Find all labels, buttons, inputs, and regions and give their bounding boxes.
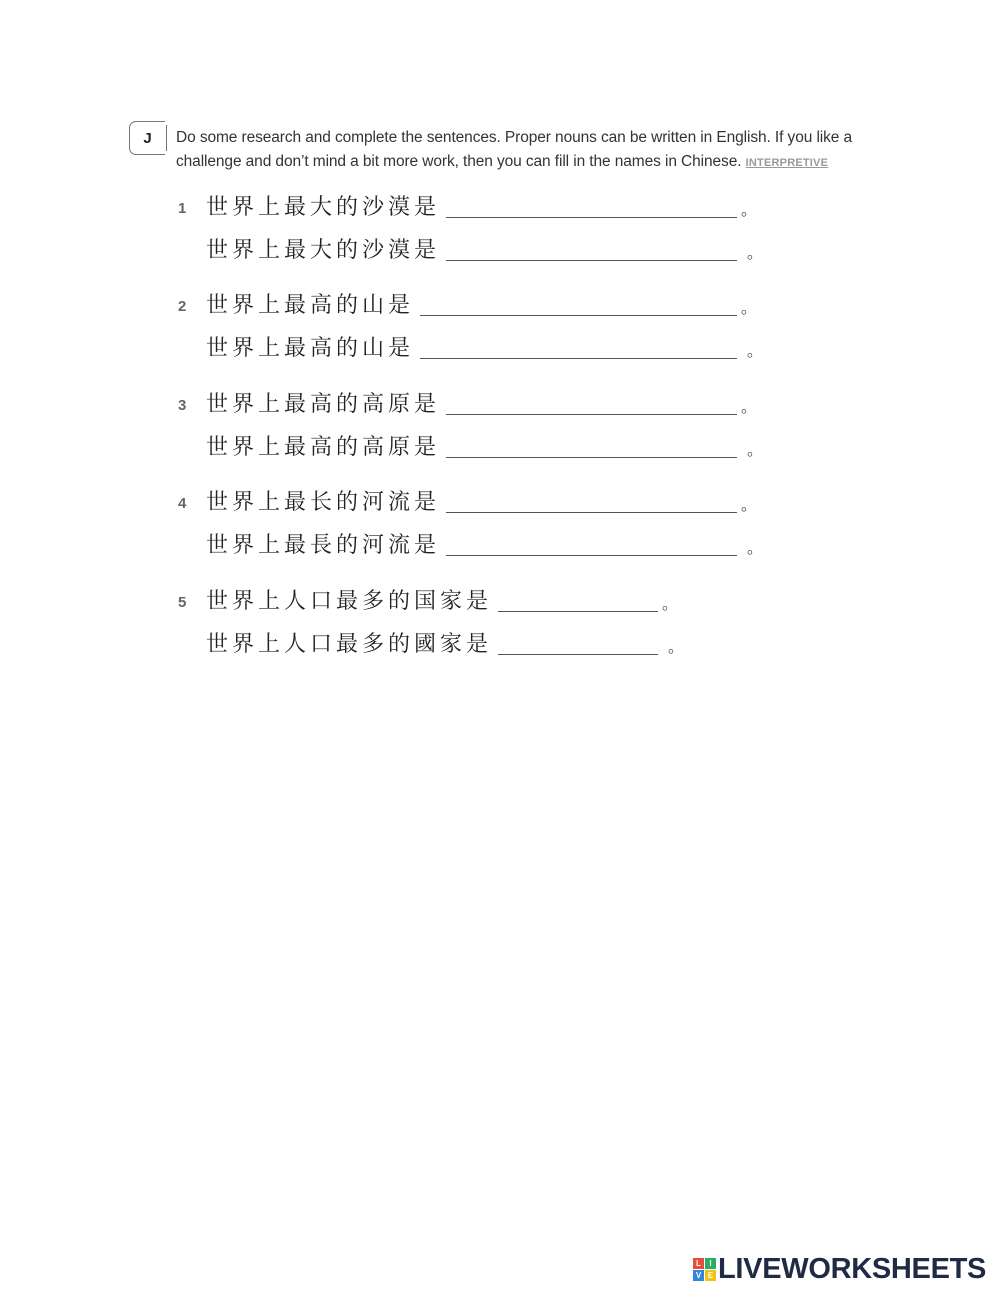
- question-1-traditional: [206, 233, 763, 265]
- sentence-simplified: 世界上最大的沙漠是: [206, 195, 441, 220]
- question-number: 1: [178, 200, 187, 217]
- sentence-traditional: 世界上最大的沙漠是: [206, 238, 441, 263]
- answer-3-simplified-input[interactable]: [446, 392, 737, 415]
- question-5-simplified: [206, 584, 678, 616]
- question-3-simplified: [206, 387, 757, 419]
- question-1-simplified: [206, 190, 757, 222]
- question-2-simplified: [206, 288, 757, 320]
- answer-4-simplified-input[interactable]: [446, 490, 737, 513]
- logo-wordmark: LIVEWORKSHEETS: [718, 1253, 987, 1285]
- answer-5-simplified-input[interactable]: [498, 589, 658, 612]
- question-number: 3: [178, 397, 187, 414]
- answer-4-traditional-input[interactable]: [446, 533, 737, 556]
- logo-grid-cell: L: [693, 1258, 704, 1269]
- period-mark: 。: [741, 200, 758, 219]
- question-4-traditional: [206, 528, 763, 560]
- sentence-simplified: 世界上最高的山是: [206, 293, 415, 318]
- period-mark: 。: [741, 298, 758, 317]
- sentence-simplified: 世界上人口最多的国家是: [206, 589, 493, 614]
- instructions: [176, 126, 886, 175]
- answer-5-traditional-input[interactable]: [498, 632, 658, 655]
- mode-tag: INTERPRETIVE: [745, 157, 829, 169]
- liveworksheets-logo: [693, 1254, 986, 1284]
- answer-2-traditional-input[interactable]: [420, 336, 737, 359]
- question-number: 4: [178, 495, 187, 512]
- sentence-traditional: 世界上最高的山是: [206, 336, 415, 361]
- exercise-letter-tab: [129, 121, 165, 155]
- sentence-traditional: 世界上最長的河流是: [206, 533, 441, 558]
- period-mark: 。: [668, 637, 685, 656]
- period-mark: 。: [747, 538, 764, 557]
- question-number: 2: [178, 298, 187, 315]
- period-mark: 。: [747, 440, 764, 459]
- period-mark: 。: [741, 397, 758, 416]
- sentence-traditional: 世界上最高的高原是: [206, 435, 441, 460]
- question-3-traditional: [206, 430, 763, 462]
- exercise-letter: J: [143, 129, 152, 147]
- instructions-text: Do some research and complete the sentences. Proper nouns can be written in English. If you like a challenge and don’t mind a bit more work, then you can fill in the names in Chinese.: [176, 129, 853, 170]
- period-mark: 。: [741, 495, 758, 514]
- logo-grid-cell: E: [705, 1270, 716, 1281]
- question-number: 5: [178, 594, 187, 611]
- sentence-simplified: 世界上最长的河流是: [206, 490, 441, 515]
- period-mark: 。: [747, 243, 764, 262]
- question-5-traditional: [206, 627, 684, 659]
- logo-grid-icon: [693, 1258, 716, 1281]
- logo-grid-cell: V: [693, 1270, 704, 1281]
- answer-2-simplified-input[interactable]: [420, 293, 737, 316]
- answer-3-traditional-input[interactable]: [446, 435, 737, 458]
- question-2-traditional: [206, 331, 763, 363]
- period-mark: 。: [662, 594, 679, 613]
- sentence-traditional: 世界上人口最多的國家是: [206, 632, 493, 657]
- period-mark: 。: [747, 341, 764, 360]
- question-4-simplified: [206, 485, 757, 517]
- logo-grid-cell: I: [705, 1258, 716, 1269]
- answer-1-traditional-input[interactable]: [446, 238, 737, 261]
- answer-1-simplified-input[interactable]: [446, 195, 737, 218]
- sentence-simplified: 世界上最高的高原是: [206, 392, 441, 417]
